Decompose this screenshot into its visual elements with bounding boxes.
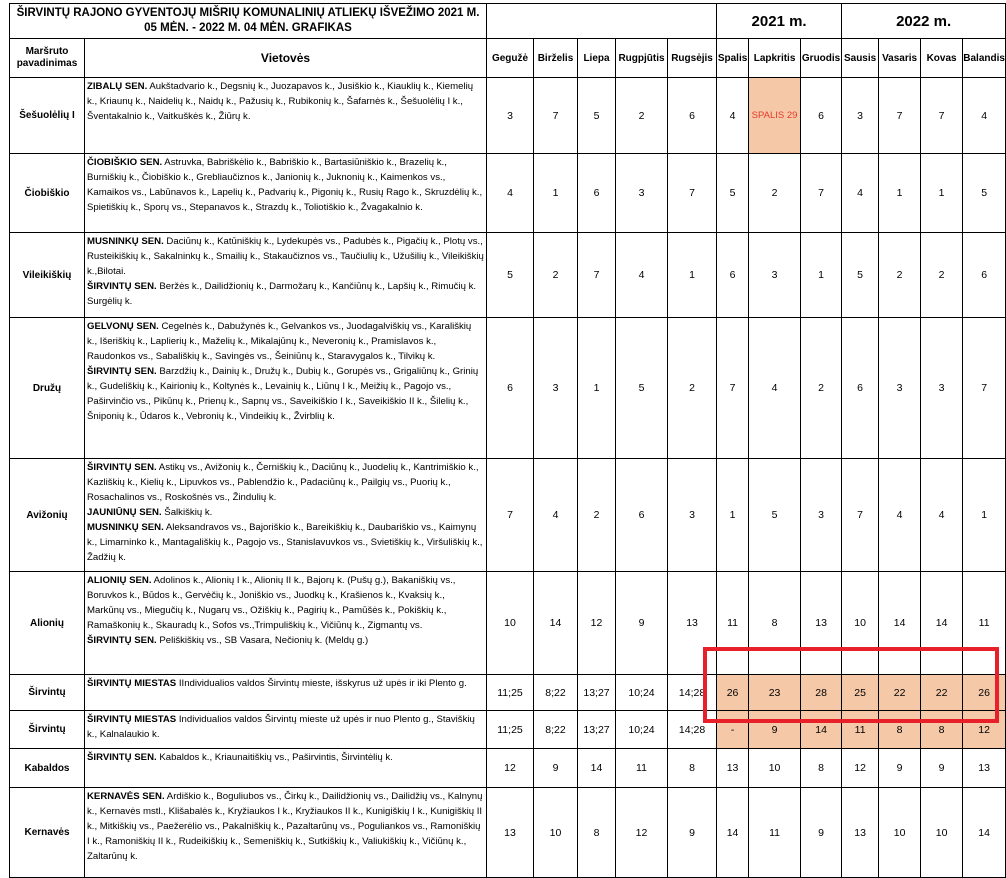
date-cell: 10 [842,572,879,675]
village-list: Ardiškio k., Boguliubos vs., Čirkų k., Dailidžionių vs., Dailidžių vs., Kalnynų k., Kernavės mstl., Klišabalės k., Kryžiaukos I k., Kryžiaukos II k., Kunigiškių I k., Kunigiškių II k., Mitkiškių vs., Paežerėlio vs., Pakalniškių k., Pazaltarūnų vs., Poguliankos vs., Ramoniškių I k., Ramoniškių II k., Rudeikiškių k., Semeniškių k., Sutkiškių k., Valiukiškių k., Vičiūnų k., Zaltarūnų k. [87,791,483,862]
date-cell: 2 [749,154,801,233]
locations-cell [85,459,487,572]
village-list: Astruvka, Babriškėlio k., Babriškio k., Bartasiūniškio k., Brazelių k., Burniškių k., Čiobiškio k., Grebliaučiznos k., Janionių k., Juknonių k., Kaimenkos vs., Kamaikos vs., Labūnavos k., Lapelių k., Padvarių k., Pigonių k., Rusių Rago k., Skruzdėlių k., Spietiškių k., Sporų vs., Stepanavos k., Strazdų k., Toliotiškio k., Žvagakalnio k. [87,157,483,213]
date-cell: 7 [921,78,963,154]
header-spacer [487,4,717,39]
date-cell: 1 [717,459,749,572]
date-cell: 1 [801,233,842,318]
date-cell: 1 [921,154,963,233]
date-cell: 6 [801,78,842,154]
date-cell: 5 [487,233,534,318]
date-cell: 11 [963,572,1006,675]
locations-cell [85,78,487,154]
date-cell: 1 [534,154,578,233]
date-cell: 14 [963,788,1006,878]
eldership-name: ZIBALŲ SEN. [87,81,148,92]
locations-cell [85,749,487,788]
date-cell: 14 [578,749,616,788]
date-cell: 4 [616,233,668,318]
location-segment [87,364,484,424]
table-row [10,711,1006,749]
date-cell: 11 [842,711,879,749]
date-cell: 3 [749,233,801,318]
date-cell: 3 [668,459,717,572]
date-cell: 2 [801,318,842,459]
date-cell: 2 [616,78,668,154]
table-row [10,154,1006,233]
location-segment [87,633,484,648]
month-header: Gegužė [487,39,534,78]
date-cell: 3 [616,154,668,233]
month-header: Birželis [534,39,578,78]
date-cell: 5 [616,318,668,459]
eldership-name: ŠIRVINTŲ SEN. [87,752,157,763]
date-cell: 2 [534,233,578,318]
village-list: Cegelnės k., Dabužynės k., Gelvankos vs., Juodagalviškių vs., Karališkių k., Išeriškių k., Laplierių k., Maželių k., Mikalajūnų k., Neveronių k., Pramislavos k., Raudonkos vs., Sabališkių k., Savingės vs., Šeiniūnų k., Staravygalos k., Tilvikų k. [87,321,472,362]
date-cell: 3 [801,459,842,572]
eldership-name: ŠIRVINTŲ SEN. [87,462,157,473]
date-cell: 6 [842,318,879,459]
village-list: Astikų vs., Avižonių k., Černiškių k., Daciūnų k., Juodelių k., Kantrimiškio k., Kazliškių k., Kielių k., Lipuvkos vs., Pablendžio k., Padaciūnų k., Pailgių vs., Puorių k., Rosachalinos vs., Roskošnės vs., Žindulių k. [87,462,479,503]
village-list: Šalkiškių k. [161,507,213,518]
village-list: Individualios valdos Širvintų mieste už upės ir nuo Plento g., Staviškių k., Kalnalaukio k. [87,714,475,740]
table-row [10,233,1006,318]
date-cell: 9 [921,749,963,788]
date-cell: 9 [801,788,842,878]
eldership-name: ŠIRVINTŲ SEN. [87,635,157,646]
village-list: Beržės k., Dailidžionių k., Darmožarų k., Kančiūnų k., Lapšių k., Rimučių k. Surgėlių k. [87,281,477,307]
date-cell: 5 [842,233,879,318]
date-cell: 13;27 [578,675,616,711]
date-cell: 11;25 [487,675,534,711]
date-cell: 4 [921,459,963,572]
locations-cell [85,154,487,233]
date-cell: 1 [578,318,616,459]
date-cell: 14 [879,572,921,675]
location-segment [87,520,484,565]
village-list: Peliškiškių vs., SB Vasara, Nečionių k. (Meldų g.) [156,635,369,646]
date-cell: 8;22 [534,675,578,711]
date-cell: SPALIS 29 [749,78,801,154]
date-cell: 10;24 [616,675,668,711]
eldership-name: ŠIRVINTŲ SEN. [87,281,157,292]
route-name: Družų [10,318,85,459]
date-cell: 7 [534,78,578,154]
locations-cell [85,675,487,711]
month-header: Kovas [921,39,963,78]
month-header: Rugsėjis [668,39,717,78]
eldership-name: ŠIRVINTŲ SEN. [87,366,157,377]
date-cell: 6 [717,233,749,318]
date-cell: 8 [578,788,616,878]
date-cell: 8 [801,749,842,788]
date-cell: 6 [578,154,616,233]
date-cell: 7 [668,154,717,233]
location-segment [87,155,484,215]
date-cell: 8 [749,572,801,675]
village-list: IIndividualios valdos Širvintų mieste, išskyrus už upės ir iki Plento g. [176,678,467,689]
eldership-name: ALIONIŲ SEN. [87,575,152,586]
date-cell: 10 [879,788,921,878]
date-cell: 9 [616,572,668,675]
village-list: Barzdžių k., Dainių k., Družų k., Dubių k., Gorupės vs., Grigaliūnų k., Grinių k., Gudeliškių k., Kairionių k., Koltynės k., Levainių k., Liūnų I k., Meižių k., Pagojo vs., Paširvinčio vs., Pikūnų k., Prienų k., Sapnų vs., Saveikiškio I k., Saveikiškio II k., Šilelių k., Šniponių k., Ūdaros k., Vebronių k., Vindeikių k., Žvirblių k. [87,366,479,422]
date-cell: 12 [963,711,1006,749]
date-cell: 22 [921,675,963,711]
date-cell: 12 [616,788,668,878]
date-cell: 8 [879,711,921,749]
date-cell: 7 [717,318,749,459]
eldership-name: JAUNIŪNŲ SEN. [87,507,162,518]
route-name: Čiobiškio [10,154,85,233]
table-row [10,78,1006,154]
date-cell: 9 [879,749,921,788]
route-name: Avižonių [10,459,85,572]
village-list: Aleksandravos vs., Bajoriškio k., Bareikiškių k., Daubariškio vs., Kaimynų k., Limarninko k., Mantagališkių k., Pagojo vs., Stanislavuvkos vs., Svietiškių k., Viršuliškių k., Žadžių k. [87,522,483,563]
date-cell: 8;22 [534,711,578,749]
route-name: Širvintų [10,675,85,711]
date-cell: 28 [801,675,842,711]
date-cell: 12 [842,749,879,788]
month-header: Sausis [842,39,879,78]
date-cell: 4 [963,78,1006,154]
table-row [10,675,1006,711]
month-header: Balandis [963,39,1006,78]
village-list: Kabaldos k., Kriaunaitiškių vs., Paširvintis, Širvintėlių k. [156,752,393,763]
date-cell: 4 [487,154,534,233]
schedule-table [9,3,1006,878]
month-header: Vasaris [879,39,921,78]
date-cell: 22 [879,675,921,711]
route-name: Kabaldos [10,749,85,788]
date-cell: 7 [487,459,534,572]
year-2022: 2022 m. [842,4,1006,39]
date-cell: 7 [842,459,879,572]
date-cell: 14;28 [668,711,717,749]
date-cell: 7 [963,318,1006,459]
date-cell: - [717,711,749,749]
location-segment [87,319,484,364]
locations-cell [85,788,487,878]
route-column-header: Maršruto pavadinimas [10,39,85,78]
location-segment [87,234,484,279]
date-cell: 25 [842,675,879,711]
date-cell: 7 [801,154,842,233]
date-cell: 10;24 [616,711,668,749]
date-cell: 9 [749,711,801,749]
location-segment [87,460,484,505]
date-cell: 2 [578,459,616,572]
locations-cell [85,711,487,749]
date-cell: 14 [534,572,578,675]
location-segment [87,676,484,691]
date-cell: 1 [963,459,1006,572]
date-cell: 1 [879,154,921,233]
date-cell: 10 [534,788,578,878]
date-cell: 9 [534,749,578,788]
page-title: ŠIRVINTŲ RAJONO GYVENTOJŲ MIŠRIŲ KOMUNALINIŲ ATLIEKŲ IŠVEŽIMO 2021 M. 05 MĖN. - 2022 M. 04 MĖN. GRAFIKAS [10,4,487,39]
eldership-name: MUSNINKŲ SEN. [87,236,164,247]
date-cell: 12 [578,572,616,675]
date-cell: 6 [963,233,1006,318]
month-header: Gruodis [801,39,842,78]
date-cell: 26 [717,675,749,711]
date-cell: 4 [749,318,801,459]
month-header: Lapkritis [749,39,801,78]
location-column-header: Vietovės [85,39,487,78]
eldership-name: GELVONŲ SEN. [87,321,159,332]
date-cell: 4 [717,78,749,154]
eldership-name: ŠIRVINTŲ MIESTAS [87,714,177,725]
village-list: Daciūnų k., Katūniškių k., Lydekupės vs., Padubės k., Pigačių k., Plotų vs., Rusteikiškių k., Sakalninkų k., Smailių k., Stakaučiznos vs., Taučiulių k., Užušilių k., Vileikiškių k.,Bilotai. [87,236,484,277]
date-cell: 12 [487,749,534,788]
date-cell: 8 [921,711,963,749]
table-row [10,788,1006,878]
date-cell: 13 [487,788,534,878]
route-name: Vileikiškių [10,233,85,318]
date-cell: 5 [578,78,616,154]
location-segment [87,712,484,742]
month-header: Liepa [578,39,616,78]
locations-cell [85,572,487,675]
table-row [10,572,1006,675]
date-cell: 26 [963,675,1006,711]
eldership-name: ČIOBIŠKIO SEN. [87,157,163,168]
date-cell: 5 [749,459,801,572]
route-name: Alionių [10,572,85,675]
date-cell: 2 [879,233,921,318]
table-row [10,459,1006,572]
date-cell: 11 [749,788,801,878]
eldership-name: MUSNINKŲ SEN. [87,522,164,533]
village-list: Aukštadvario k., Degsnių k., Juozapavos k., Jusiškio k., Kiauklių k., Kiemelių k., Kriaunų k., Naidelių k., Naidų k., Pažusių k., Rubikonių k., Šafarnės k., Šešuolėlių I k., Šventakalnio k., Vaitkuškės k., Žiūrų k. [87,81,474,122]
date-cell: 10 [487,572,534,675]
date-cell: 10 [749,749,801,788]
date-cell: 14 [921,572,963,675]
locations-cell [85,233,487,318]
village-list: Adolinos k., Alionių I k., Alionių II k., Bajorų k. (Pušų g.), Bakaniškių vs., Boruvkos k., Būdos k., Gervėčių k., Joniškio vs., Juodkų k., Krašienos k., Kvaksių k., Markūnų vs., Miegučių k., Nugarų vs., Ožiškių k., Pagirių k., Pamūšės k., Pokiškių k., Ramaškonių k., Skauradų k., Sofos vs.,Trimpuliškių k., Vičiūnų k., Zigmantų vs. [87,575,456,631]
location-segment [87,573,484,633]
date-cell: 13;27 [578,711,616,749]
date-cell: 14;28 [668,675,717,711]
date-cell: 5 [963,154,1006,233]
date-cell: 14 [801,711,842,749]
date-cell: 1 [668,233,717,318]
date-cell: 13 [963,749,1006,788]
location-segment [87,789,484,864]
date-cell: 6 [668,78,717,154]
date-cell: 2 [921,233,963,318]
date-cell: 11 [717,572,749,675]
date-cell: 5 [717,154,749,233]
date-cell: 10 [921,788,963,878]
eldership-name: KERNAVĖS SEN. [87,791,165,802]
date-cell: 13 [668,572,717,675]
route-name: Šešuolėlių I [10,78,85,154]
date-cell: 23 [749,675,801,711]
date-cell: 11;25 [487,711,534,749]
table-row [10,318,1006,459]
date-cell: 4 [842,154,879,233]
date-cell: 3 [487,78,534,154]
date-cell: 6 [616,459,668,572]
location-segment [87,79,484,124]
year-2021: 2021 m. [717,4,842,39]
date-cell: 13 [717,749,749,788]
route-name: Širvintų [10,711,85,749]
date-cell: 14 [717,788,749,878]
eldership-name: ŠIRVINTŲ MIESTAS [87,678,177,689]
location-segment [87,505,484,520]
locations-cell [85,318,487,459]
date-cell: 3 [534,318,578,459]
date-cell: 4 [534,459,578,572]
location-segment [87,750,484,765]
date-cell: 3 [879,318,921,459]
location-segment [87,279,484,309]
date-cell: 11 [616,749,668,788]
date-cell: 4 [879,459,921,572]
date-cell: 8 [668,749,717,788]
date-cell: 7 [879,78,921,154]
date-cell: 13 [842,788,879,878]
date-cell: 13 [801,572,842,675]
table-row [10,749,1006,788]
route-name: Kernavės [10,788,85,878]
date-cell: 6 [487,318,534,459]
date-cell: 9 [668,788,717,878]
date-cell: 2 [668,318,717,459]
date-cell: 3 [921,318,963,459]
month-header: Rugpjūtis [616,39,668,78]
date-cell: 3 [842,78,879,154]
date-cell: 7 [578,233,616,318]
month-header: Spalis [717,39,749,78]
